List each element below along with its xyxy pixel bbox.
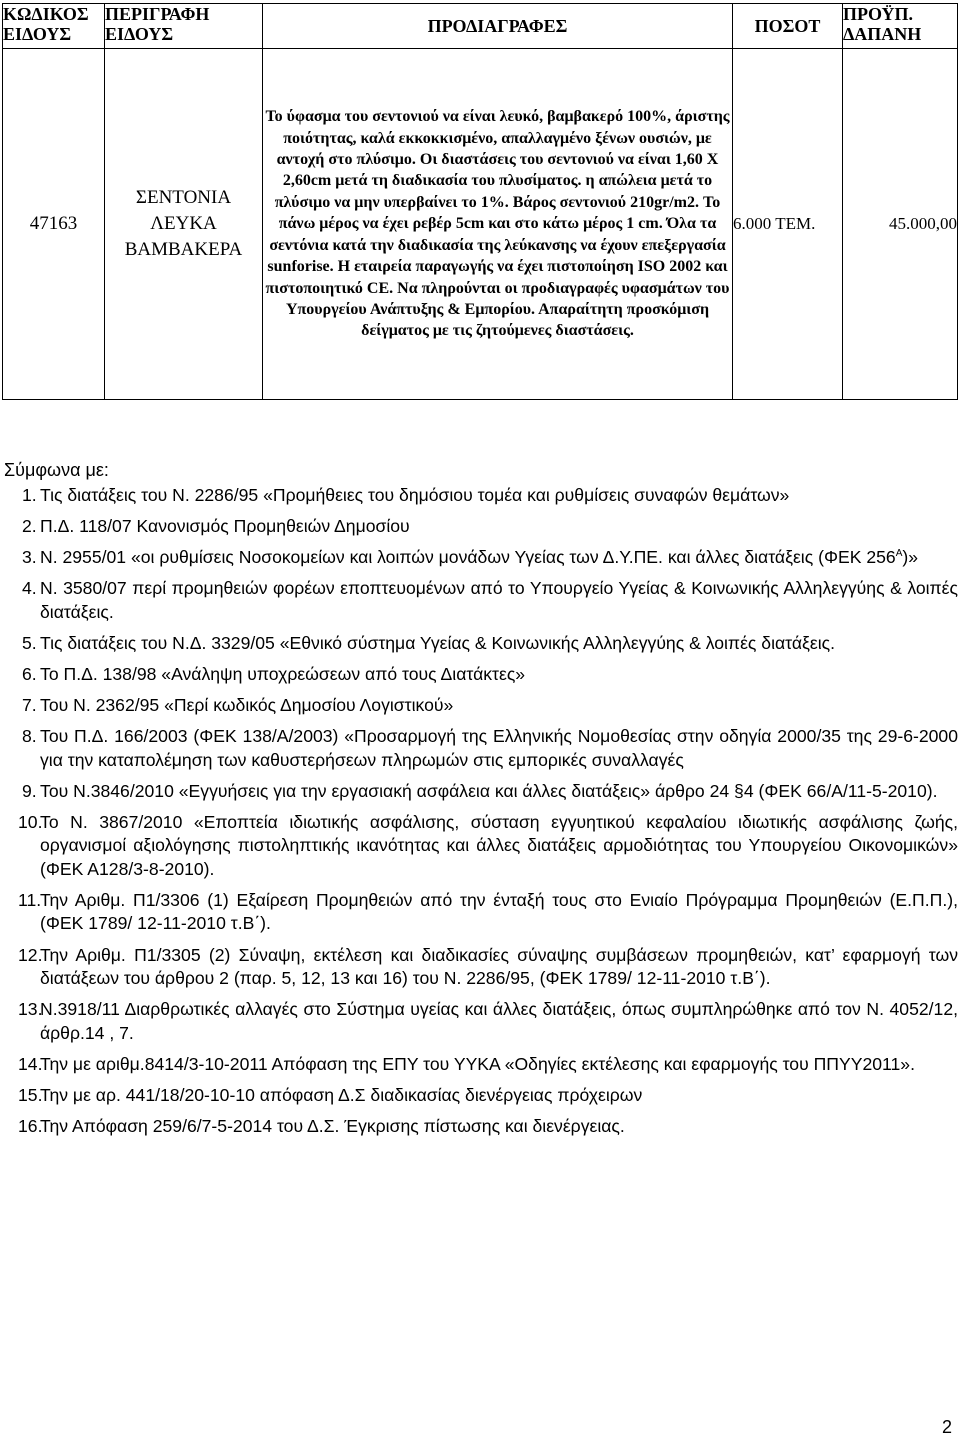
list-item: 14. Την με αριθμ.8414/3-10-2011 Απόφαση της ΕΠΥ του ΥΥΚΑ «Οδηγίες εκτέλεσης και εφαρμογής του ΠΠΥΥ2011». — [18, 1053, 915, 1074]
list-item: 13. Ν.3918/11 Διαρθρωτικές αλλαγές στο Σύστημα υγείας και άλλες διατάξεις, όπως συμπληρώθηκε από τον Ν. 4052/12, άρθρ.14 , 7. — [18, 999, 958, 1043]
header-cost: ΠΡΟΫΠ. ΔΑΠΑΝΗ — [843, 4, 958, 49]
description-line: ΒΑΜΒΑΚΕΡΑ — [124, 239, 243, 260]
description-line: ΣΕΝΤΟΝΙΑ — [135, 187, 232, 208]
item-quantity: 6.000 ΤΕΜ. — [733, 49, 843, 400]
page-number: 2 — [941, 1417, 952, 1437]
item-description — [105, 49, 263, 400]
header-specs: ΠΡΟΔΙΑΓΡΑΦΕΣ — [263, 4, 733, 49]
item-code: 47163 — [3, 49, 105, 400]
list-item: 6. Το Π.Δ. 138/98 «Ανάληψη υποχρεώσεων από τους Διατάκτες» — [22, 663, 526, 684]
list-item: 11. Την Αριθμ. Π1/3306 (1) Εξαίρεση Προμηθειών από την ένταξή τους στο Ενιαίο Πρόγραμμα Προμηθειών (Ε.Π.Π.), (ΦΕΚ 1789/ 12-11-2010 τ.Β΄). — [18, 889, 958, 934]
list-item: 1. Τις διατάξεις του Ν. 2286/95 «Προμήθειες του δημόσιου τομέα και ρυθμίσεις συναφών θεμάτων» — [22, 485, 790, 505]
list-item: 7. Του Ν. 2362/95 «Περί κωδικός Δημοσίου Λογιστικού» — [22, 695, 454, 716]
description-line: ΛΕΥΚΑ — [150, 213, 217, 234]
item-specifications: Το ύφασμα του σεντονιού να είναι λευκό, βαμβακερό 100%, άριστης ποιότητας, καλά εκκοκκισμένο, απαλλαγμένο ξένων ουσιών, με αντοχή στο πλύσιμο. Οι διαστάσεις του σεντονιού να είναι 1,60 Χ 2,60cm μετά τη διαδικασία του πλυσίματος. η απώλεια μετά το πλύσιμο να μην υπερβαίνει το 1%. Βάρος σεντονιού 210gr/m2. Το πάνω μέρος να έχει ρεβέρ 5cm και στο κάτω μέρος 1 cm. Όλα τα σεντόνια κατά την διαδικασία της λεύκανσης να έχουν επεξεργασία sunforise. Η εταιρεία παραγωγής να έχει πιστοποίηση ISO 2002 και πιστοποιητικό CE. Να πληρούνται οι προδιαγραφές υφασμάτων του Υπουργείου Ανάπτυξης & Εμπορίου. Απαραίτητη προσκόμιση δείγματος με τις ζητούμενες διαστάσεις. — [263, 49, 733, 400]
specifications-table — [2, 3, 958, 400]
legislation-list — [4, 484, 958, 1146]
list-item: 2. Π.Δ. 118/07 Κανονισμός Προμηθειών Δημοσίου — [22, 516, 410, 537]
table-header-row — [3, 4, 958, 49]
header-quantity: ΠΟΣΟΤ — [733, 4, 843, 49]
list-item: 3. Ν. 2955/01 «οι ρυθμίσεις Νοσοκομείων και λοιπών μονάδων Υγείας των Δ.Υ.ΠΕ. και άλλες διατάξεις (ΦΕΚ $256^A$)» — [22, 547, 919, 568]
list-item: 16. Την Απόφαση 259/6/7-5-2014 του Δ.Σ. Έγκρισης πίστωσης και διενέργειας. — [18, 1115, 625, 1136]
list-item: 5. Τις διατάξεις του Ν.Δ. 3329/05 «Εθνικό σύστημα Υγείας & Κοινωνικής Αλληλεγγύης & λοιπές διατάξεις. — [22, 632, 836, 653]
item-cost: 45.000,00 — [843, 49, 958, 400]
list-item: 4. Ν. 3580/07 περί προμηθειών φορέων εποπτευομένων από το Υπουργείο Υγείας & Κοινωνικής Αλληλεγγύης & λοιπές διατάξεις. — [22, 578, 958, 622]
list-item: 9. Του Ν.3846/2010 «Εγγυήσεις για την εργασιακή ασφάλεια και άλλες διατάξεις» άρθρο 24 §4 (ΦΕΚ 66/Α/11-5-2010). — [22, 780, 938, 801]
list-item: 12. Την Αριθμ. Π1/3305 (2) Σύναψη, εκτέλεση και διαδικασίες σύναψης συμβάσεων προμηθειών, κατ’ εφαρμογή των διατάξεων του άρθρου 2 (παρ. 5, 12, 13 και 16) του Ν. 2286/95, (ΦΕΚ 1789/ 12-11-2010 τ.Β΄). — [18, 944, 958, 989]
list-item: 10. Το Ν. 3867/2010 «Εποπτεία ιδιωτικής ασφάλισης, σύσταση εγγυητικού κεφαλαίου ιδιωτικής ασφάλισης ζωής, οργανισμοί αξιολόγησης πιστοληπτικής ικανότητας και άλλες διατάξεις αρμοδιότητας του Υπουργείου Οικονομικών» (ΦΕΚ Α128/3-8-2010). — [18, 811, 958, 879]
list-item: 15. Την με αρ. 441/18/20-10-10 απόφαση Δ.Σ διαδικασίας διενέργειας πρόχειρων — [18, 1084, 643, 1105]
list-item: 8. Του Π.Δ. 166/2003 (ΦΕΚ 138/Α/2003) «Προσαρμογή της Ελληνικής Νομοθεσίας στην οδηγία 2000/35 της 29-6-2000 για την καταπολέμηση των καθυστερήσεων πληρωμών στις εμπορικές συναλλαγές — [22, 726, 958, 770]
header-code: ΚΩΔΙΚΟΣ ΕΙΔΟΥΣ — [3, 4, 105, 49]
table-row — [3, 49, 958, 400]
header-description: ΠΕΡΙΓΡΑΦΗ ΕΙΔΟΥΣ — [105, 4, 263, 49]
legislation-intro: Σύμφωνα με: — [4, 460, 109, 480]
